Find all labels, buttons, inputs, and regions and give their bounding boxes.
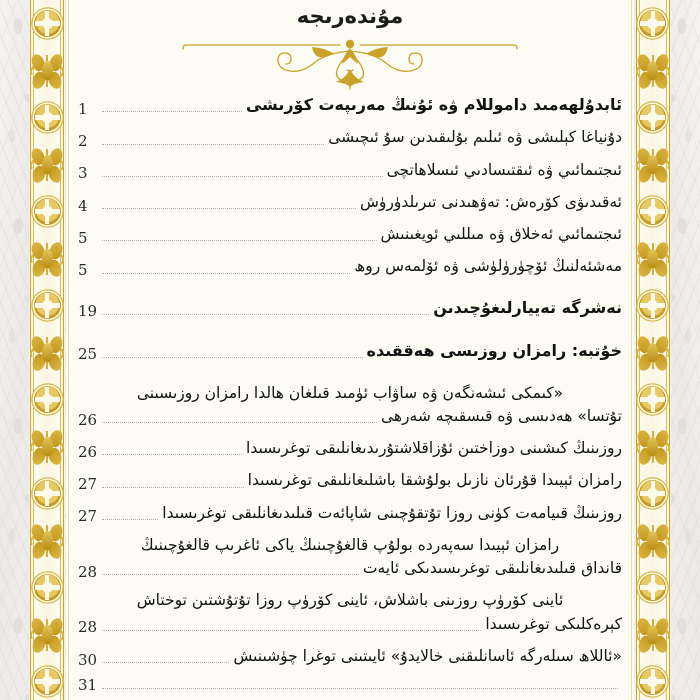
gold-medallion-motif: [29, 470, 65, 517]
gold-palmette-motif: [29, 423, 65, 470]
toc-entry[interactable]: [78, 159, 622, 182]
gold-palmette-motif: [29, 517, 65, 564]
toc-entry[interactable]: [78, 255, 622, 278]
toc-entry-title: مەشئەلنىڭ ئۆچۈرۈلۈشى ۋە ئۆلمەس روھ: [354, 257, 622, 276]
toc-entry[interactable]: [78, 502, 622, 525]
toc-entry-title: نەشرگە تەييارلىغۇچىدىن: [433, 297, 622, 317]
dot-leader: [102, 519, 158, 520]
gold-palmette-motif: [29, 141, 65, 188]
gold-medallion-motif: [635, 282, 671, 329]
content-column: [70, 0, 630, 700]
gold-motif-strip-right: [635, 0, 671, 700]
toc-entry[interactable]: [78, 437, 622, 460]
toc-page-number[interactable]: 26: [78, 442, 98, 461]
toc-entry-title: ئابدۇلھەمىد داموللام ۋە ئۇنىڭ مەرىپەت كۆرىشى: [245, 95, 622, 115]
gold-palmette-motif: [635, 47, 671, 94]
gold-medallion-motif: [29, 564, 65, 611]
toc-page-number[interactable]: 2: [78, 132, 88, 150]
gold-medallion-motif: [29, 282, 65, 329]
left-gold-ornament-band: [29, 0, 65, 700]
toc-entry[interactable]: [78, 223, 622, 246]
toc-page-number[interactable]: 26: [78, 410, 98, 429]
toc-entry-title-line2: تۇتسا» ھەدىسى ۋە قىسقىچە شەرھى: [380, 406, 622, 425]
toc-entry-title: رامزان ئېيىدا قۇرئان نازىل بولۇشقا باشلىغانلىقى توغرىسىدا: [247, 471, 622, 490]
dot-leader: [102, 176, 383, 177]
gold-medallion-motif: [29, 94, 65, 141]
gold-palmette-motif: [635, 517, 671, 564]
toc-entry-title-line1: «كىمكى ئىشەنگەن ۋە ساۋاب ئۈمىد قىلغان ھالدا رامزان روزىسىنى: [136, 383, 564, 402]
toc-page-number[interactable]: 30: [78, 650, 98, 669]
toc-entry-line2-row: [78, 613, 622, 636]
gold-palmette-motif: [29, 329, 65, 376]
dot-leader: [102, 662, 229, 663]
toc-entry-title-line2: كېرەكلىكى توغرىسىدا: [485, 614, 622, 633]
toc-entry[interactable]: [78, 589, 622, 636]
gold-palmette-motif: [29, 611, 65, 658]
toc-page-number[interactable]: 19: [78, 302, 98, 320]
gold-medallion-motif: [29, 658, 65, 700]
toc-page-number[interactable]: 27: [78, 475, 98, 493]
right-gold-ornament-band: [635, 0, 671, 700]
toc-entry-title: روزىنىڭ كىشىنى دوزاختىن ئۇزاقلاشتۇرىدىغانلىقى توغرىسىدا: [246, 439, 622, 457]
toc-page-number[interactable]: 28: [78, 562, 98, 581]
toc-entry-title: ئەقىدىۋى كۆرەش: تەۋھىدنى تىرىلدۈرۈش: [359, 192, 622, 211]
toc-entry-title: دۇنياغا كېلىشى ۋە ئىلىم بۇلىقىدىن سۇ ئىچىشى: [328, 128, 622, 147]
toc-page-number[interactable]: 5: [78, 261, 88, 279]
toc-entry[interactable]: [78, 677, 622, 694]
dot-leader: [102, 240, 377, 241]
gold-medallion-motif: [29, 376, 65, 423]
toc-entry-title: روزىنىڭ قىيامەت كۈنى روزا تۇتقۇچىنى شاپائەت قىلىدىغانلىقى توغرىسىدا: [162, 503, 622, 522]
toc-entry-line2-row: [78, 405, 622, 428]
toc-entry[interactable]: [78, 296, 622, 320]
toc-entry[interactable]: [78, 93, 622, 117]
toc-entry-title: ئىجتىمائىي ۋە ئىقتىسادىي ئىسلاھاتچى: [386, 160, 622, 179]
dot-leader: [102, 357, 363, 358]
gold-medallion-motif: [635, 0, 671, 47]
toc-entry[interactable]: [78, 534, 622, 581]
dot-leader: [102, 111, 242, 112]
dot-leader: [102, 630, 481, 631]
toc-entry-title-line1: ئاينى كۆرۈپ روزىنى باشلاش، ئاينى كۆرۈپ روزا تۇتۇشتىن توختاش: [136, 591, 564, 610]
toc-entry-title-line1: رامزان ئېيىدا سەپەردە بولۇپ قالغۇچىنىڭ ياكى ئاغرىپ قالغۇچىنىڭ: [140, 535, 560, 554]
gold-medallion-motif: [635, 94, 671, 141]
gold-palmette-motif: [29, 47, 65, 94]
gold-palmette-motif: [635, 235, 671, 282]
gold-palmette-motif: [635, 423, 671, 470]
gold-medallion-motif: [635, 470, 671, 517]
toc-page-number[interactable]: 28: [78, 618, 98, 637]
dot-leader: [102, 273, 350, 274]
toc-page-number[interactable]: 5: [78, 228, 88, 247]
gold-medallion-motif: [635, 376, 671, 423]
gold-palmette-motif: [29, 235, 65, 282]
dot-leader: [102, 454, 242, 455]
gold-medallion-motif: [635, 658, 671, 700]
dot-leader: [102, 422, 377, 423]
gold-palmette-motif: [635, 611, 671, 658]
toc-entry[interactable]: [78, 469, 622, 492]
toc-entry-title: ئىجتىمائىي ئەخلاق ۋە مىللىي ئويغىنىش: [380, 225, 622, 243]
toc-page-number[interactable]: 4: [78, 196, 88, 215]
dot-leader: [102, 314, 429, 315]
toc-page-number[interactable]: 31: [78, 677, 98, 694]
toc-entry[interactable]: [78, 645, 622, 668]
toc-entry[interactable]: [78, 339, 622, 363]
dot-leader: [102, 574, 359, 575]
page-title: مۇندەرىجە: [296, 4, 404, 28]
gold-medallion-motif: [635, 564, 671, 611]
toc-entry-title: «ئاللاھ سىلەرگە ئاسانلىقنى خالايدۇ» ئايىتىنى توغرا چۈشىنىش: [233, 646, 622, 665]
table-of-contents-list: [70, 93, 630, 693]
gold-medallion-motif: [29, 188, 65, 235]
toc-entry[interactable]: [78, 126, 622, 149]
dot-leader: [102, 688, 618, 689]
toc-page-number[interactable]: 27: [78, 507, 98, 526]
gold-flourish-divider: [70, 31, 630, 93]
toc-entry-title-line2: قانداق قىلىدىغانلىقى توغرىسىدىكى ئايەت: [362, 559, 622, 577]
gold-medallion-motif: [635, 188, 671, 235]
toc-entry-title: خۇتبە: رامزان روزىسى ھەققىدە: [366, 340, 622, 360]
toc-page-number[interactable]: 1: [78, 99, 88, 118]
dot-leader: [102, 208, 356, 209]
gold-palmette-motif: [635, 141, 671, 188]
toc-page-number[interactable]: 25: [78, 345, 98, 363]
gold-medallion-motif: [29, 0, 65, 47]
dot-leader: [102, 144, 324, 145]
gold-motif-strip-left: [29, 0, 65, 700]
dot-leader: [102, 487, 244, 488]
toc-entry-line2-row: [78, 557, 622, 580]
gold-palmette-motif: [635, 329, 671, 376]
toc-entry[interactable]: [78, 191, 622, 214]
toc-entry[interactable]: [78, 382, 622, 429]
toc-page-number[interactable]: 3: [78, 164, 88, 183]
